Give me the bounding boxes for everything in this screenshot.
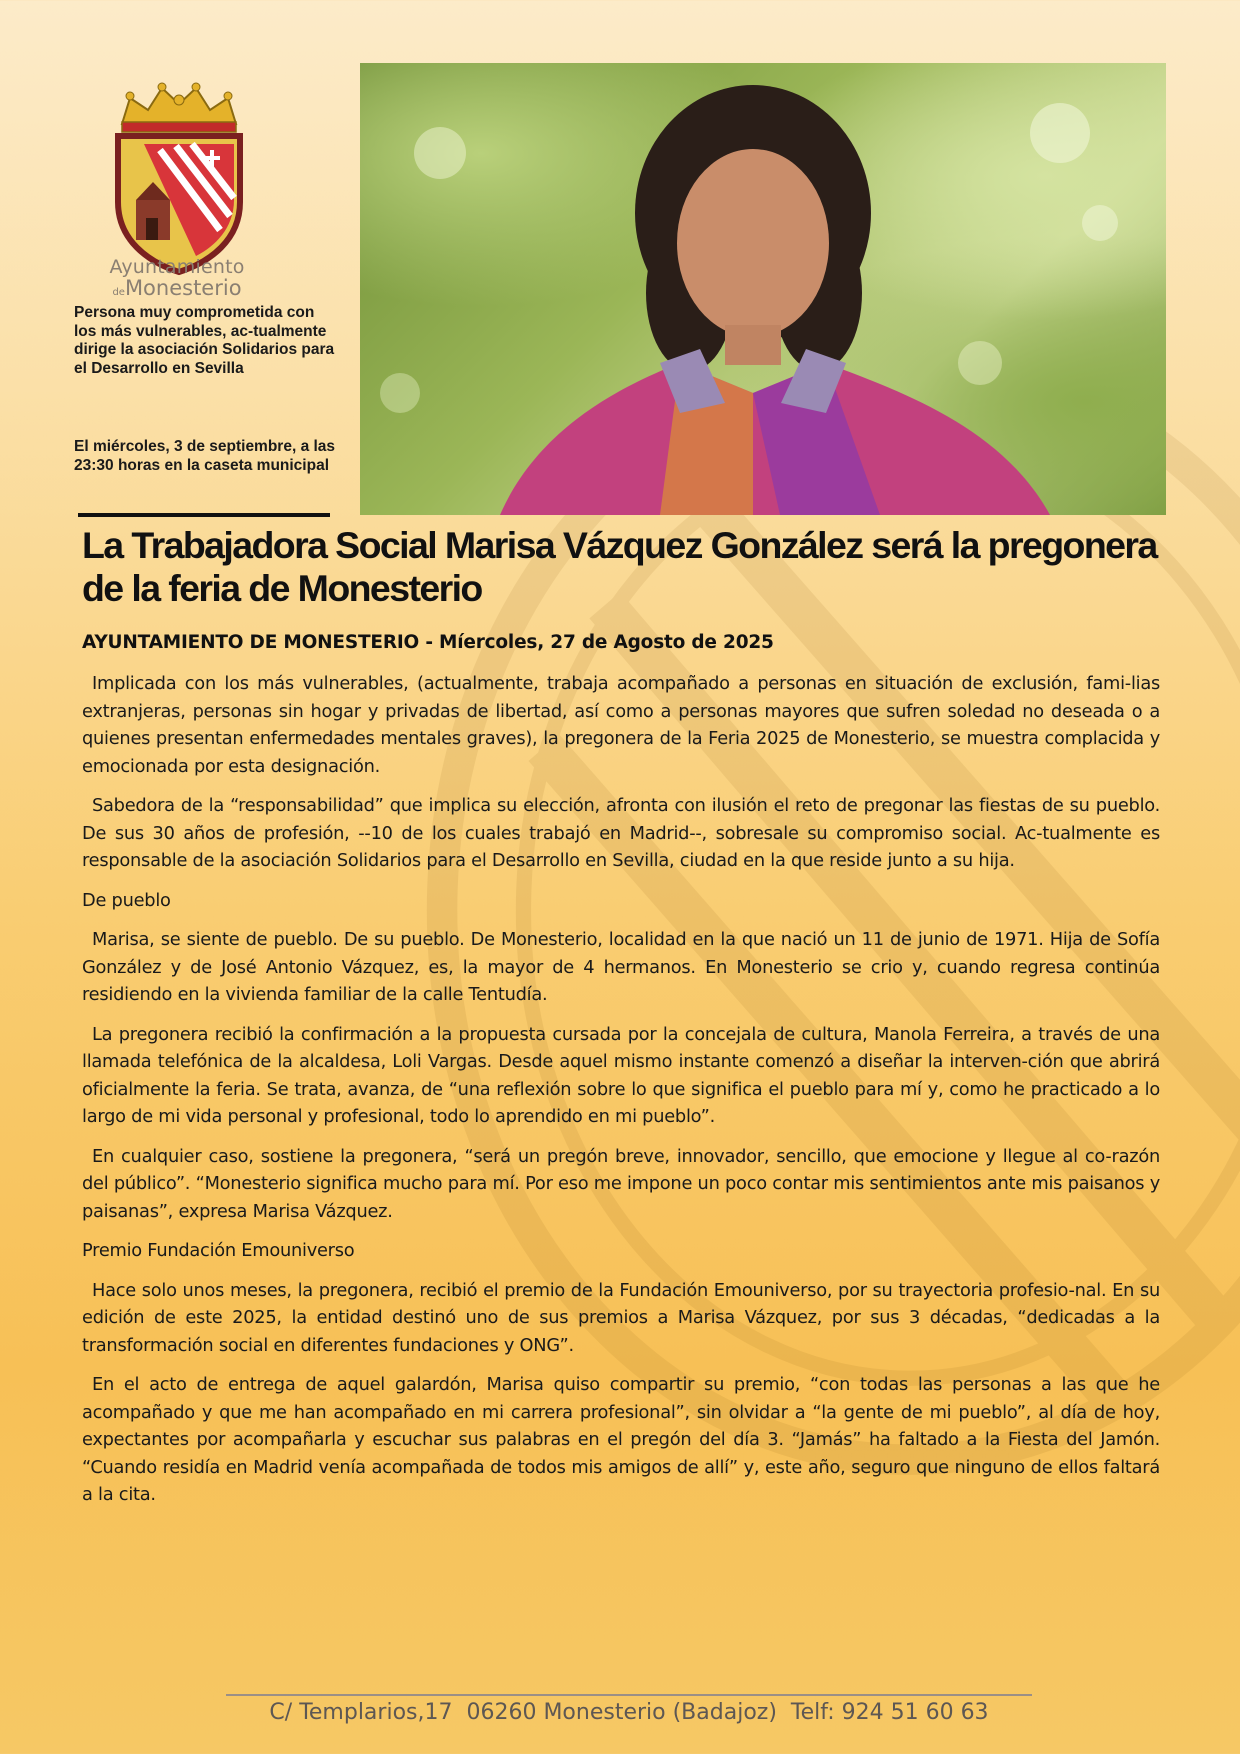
article-paragraph: Hace solo unos meses, la pregonera, recibió el premio de la Fundación Emouniverso, por su trayectoria profesio-nal. En su edición de este 2025, la entidad destinó uno de sus premios a Marisa Vázquez, por sus 3 décadas, “dedicadas a la transformación social en diferentes fundaciones y ONG”. [82, 1279, 1160, 1356]
divider-rule [78, 513, 330, 517]
footer-address: C/ Templarios,17 06260 Monesterio (Badajoz) Telf: 924 51 60 63 [269, 1700, 989, 1725]
article-subheading: De pueblo [82, 889, 171, 911]
logo-wordmark [92, 258, 262, 299]
article-paragraph: Marisa, se siente de pueblo. De su pueblo. De Monesterio, localidad en la que nació un 11 de junio de 1971. Hija de Sofía González y de José Antonio Vázquez, es, la mayor de 4 hermanos. En Monesterio se crio y, cuando regresa continúa residiendo en la vivienda familiar de la calle Tentudía. [82, 929, 1160, 1005]
article-paragraph: En cualquier caso, sostiene la pregonera, “será un pregón breve, innovador, sencillo, que emocione y llegue al co-razón del público”. “Monesterio significa mucho para mí. Por eso me impone un poco contar mis sentimientos ante mis paisanos y paisanas”, expresa Marisa Vázquez. [82, 1145, 1160, 1222]
side-note-event-time: El miércoles, 3 de septiembre, a las 23:30 horas en la caseta municipal [74, 438, 336, 474]
logo-text-line2 [92, 278, 262, 299]
logo-text-prefix: de [112, 287, 125, 298]
side-note-profile: Persona muy comprometida con los más vulnerables, ac-tualmente dirige la asociación Solidarios para el Desarrollo en Sevilla [74, 304, 335, 377]
article-paragraph: La pregonera recibió la confirmación a la propuesta cursada por la concejala de cultura, Manola Ferreira, a través de una llamada telefónica de la alcaldesa, Loli Vargas. Desde aquel mismo instante comenzó a diseñar la interven-ción que abrirá oficialmente la feria. Se trata, avanza, de “una reflexión sobre lo que significa el pueblo para mí y, como he practicado a lo largo de mi vida personal y profesional, todo lo aprendido en mi pueblo”. [82, 1023, 1160, 1127]
logo-text-name: Monesterio [124, 276, 242, 300]
article-byline: AYUNTAMIENTO DE MONESTERIO - Míercoles, 27 de Agosto de 2025 [82, 632, 774, 653]
portrait-photo [360, 63, 1166, 515]
article-body [82, 670, 1160, 1521]
footer-divider [226, 1694, 1032, 1696]
article-paragraph: En el acto de entrega de aquel galardón, Marisa quiso compartir su premio, “con todas las personas a las que he acompañado y que me han acompañado en mi carrera profesional”, sin olvidar a “la gente de mi pueblo”, al día de hoy, expectantes por acompañarla y escuchar sus palabras en el pregón del día 3. “Jamás” ha faltado a la Fiesta del Jamón. “Cuando residía en Madrid venía acompañada de todos mis amigos de allí” y, este año, seguro que ninguno de ellos faltará a la cita. [82, 1374, 1160, 1505]
logo-text-line1: Ayuntamiento [109, 256, 245, 278]
article-headline: La Trabajadora Social Marisa Vázquez González será la pregonera de la feria de Monesterio [82, 524, 1157, 609]
article-paragraph: Implicada con los más vulnerables, (actualmente, trabaja acompañado a personas en situación de exclusión, fami-lias extranjeras, personas sin hogar y privadas de libertad, así como a personas mayores que sufren soledad no deseada o a quienes presentan enfermedades mentales graves), la pregonera de la Feria 2025 de Monesterio, se muestra complacida y emocionada por esta designación. [82, 673, 1160, 777]
article-paragraph: Sabedora de la “responsabilidad” que implica su elección, afronta con ilusión el reto de pregonar las fiestas de su pueblo. De sus 30 años de profesión, --10 de los cuales trabajó en Madrid--, sobresale su compromiso social. Ac-tualmente es responsable de la asociación Solidarios para el Desarrollo en Sevilla, ciudad en la que reside junto a su hija. [82, 795, 1160, 871]
article-subheading: Premio Fundación Emouniverso [82, 1240, 355, 1261]
